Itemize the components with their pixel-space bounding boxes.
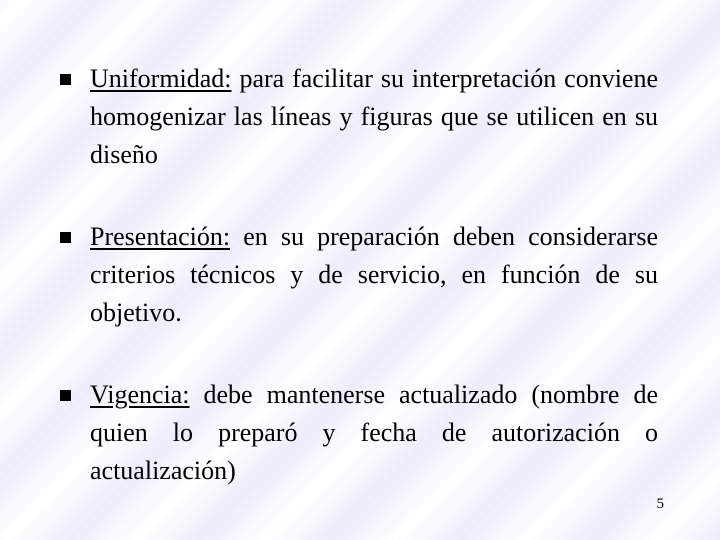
- bullet-term: Presentación:: [90, 222, 231, 251]
- bullet-term: Uniformidad:: [90, 64, 232, 93]
- bullet-item-uniformidad: [58, 60, 658, 174]
- square-bullet-icon: [60, 390, 71, 401]
- square-bullet-icon: [60, 74, 71, 85]
- bullet-item-vigencia: [58, 376, 658, 490]
- bullet-list: [58, 60, 658, 490]
- bullet-text: en su preparación deben considerarse criterios técnicos y de servicio, en función de su objetivo.: [90, 222, 658, 327]
- bullet-term: Vigencia:: [90, 380, 190, 409]
- page-number: 5: [656, 496, 664, 512]
- bullet-text: debe mantenerse actualizado (nombre de quien lo preparó y fecha de autorización o actualización): [90, 380, 658, 485]
- bullet-text: para facilitar su interpretación conviene homogenizar las líneas y figuras que se utilicen en su diseño: [90, 64, 658, 169]
- square-bullet-icon: [60, 232, 71, 243]
- bullet-item-presentacion: [58, 218, 658, 332]
